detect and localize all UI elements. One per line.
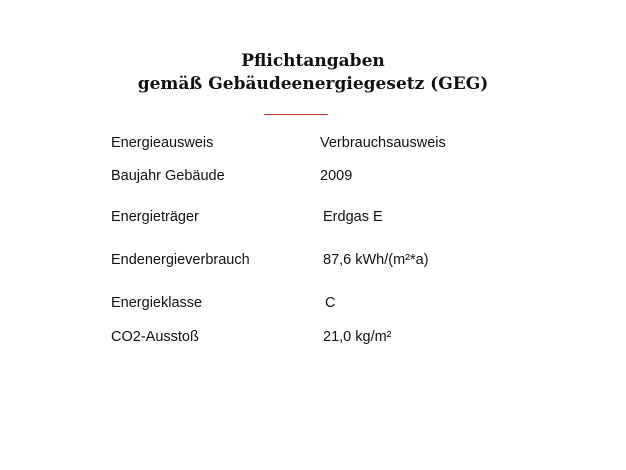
energietraeger-value: Erdgas E — [323, 209, 383, 225]
page-title — [0, 50, 626, 96]
title-line-2: gemäß Gebäudeenergiegesetz (GEG) — [137, 74, 489, 94]
energieausweis-label: Energieausweis — [111, 135, 214, 151]
energietraeger-label: Energieträger — [111, 209, 199, 225]
co2-ausstoss-value: 21,0 kg/m² — [323, 329, 392, 345]
energieklasse-value: C — [325, 295, 336, 311]
co2-ausstoss-label: CO2-Ausstoß — [111, 329, 199, 345]
endenergieverbrauch-value: 87,6 kWh/(m²*a) — [323, 252, 429, 268]
energieausweis-value: Verbrauchsausweis — [320, 135, 446, 151]
baujahr-label: Baujahr Gebäude — [111, 168, 225, 184]
energieklasse-label: Energieklasse — [111, 295, 203, 311]
accent-divider — [264, 114, 328, 115]
title-line-1: Pflichtangaben — [241, 51, 385, 71]
baujahr-value: 2009 — [320, 168, 353, 184]
endenergieverbrauch-label: Endenergieverbrauch — [111, 252, 250, 268]
